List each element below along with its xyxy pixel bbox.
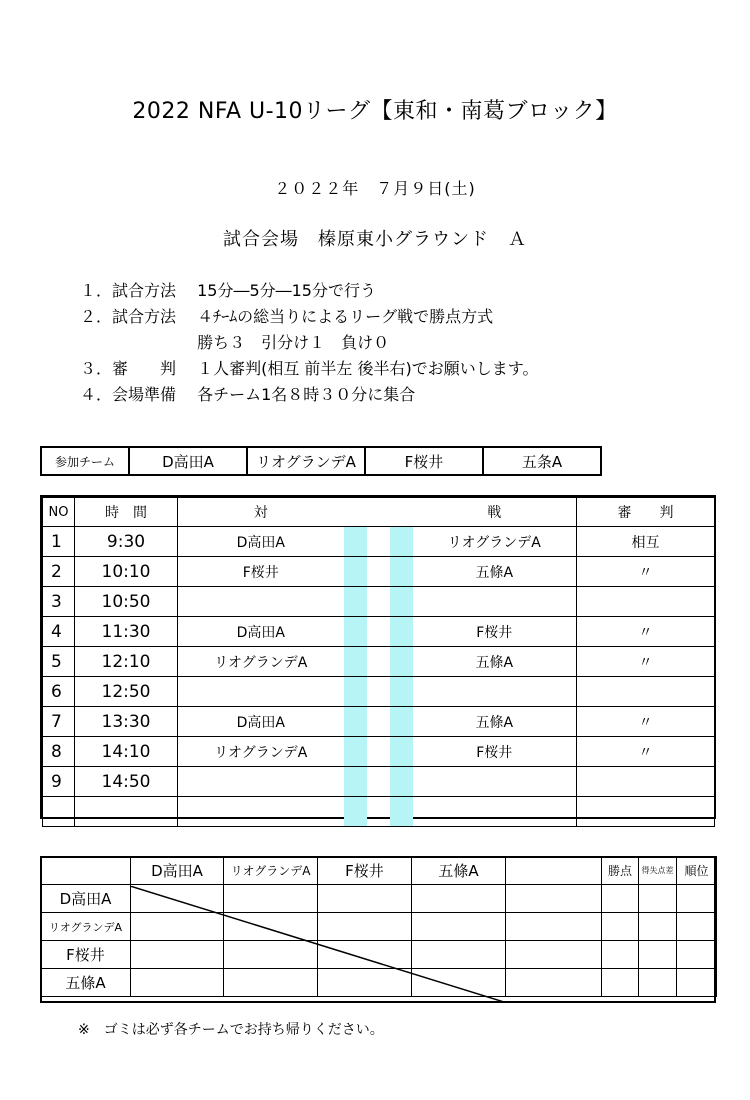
divider-gap [367, 617, 390, 647]
standings-row [41, 913, 717, 941]
schedule-header-row [43, 498, 715, 527]
match-no: 5 [43, 647, 75, 677]
divider-gap [367, 677, 390, 707]
header-vs-right: 戦 [413, 498, 577, 527]
away-team: F桜井 [413, 617, 577, 647]
header-no: NO [43, 498, 75, 527]
schedule-row [43, 617, 715, 647]
standings-cell [412, 885, 506, 913]
match-no: 6 [43, 677, 75, 707]
divider-band [390, 527, 413, 557]
match-time: 14:10 [75, 737, 178, 767]
header-ref: 審 判 [577, 498, 715, 527]
divider-gap [367, 557, 390, 587]
match-time: 9:30 [75, 527, 178, 557]
standings-cell [602, 885, 639, 913]
referee: 〃 [577, 707, 715, 737]
home-team [178, 677, 344, 707]
participants-table [40, 446, 602, 476]
home-team: F桜井 [178, 557, 344, 587]
standings-cell [318, 941, 412, 969]
standings-cell [677, 885, 717, 913]
schedule-row [43, 677, 715, 707]
away-team [413, 797, 577, 827]
schedule-row [43, 737, 715, 767]
referee [577, 767, 715, 797]
schedule-table [42, 497, 715, 827]
participant-team: F桜井 [365, 447, 483, 475]
standings-col-rank: 順位 [677, 857, 717, 885]
standings-cell [639, 969, 677, 997]
standings-col-goal-diff: 得失点差 [639, 857, 677, 885]
match-time: 10:10 [75, 557, 178, 587]
referee [577, 797, 715, 827]
header-time: 時 間 [75, 498, 178, 527]
match-no: 4 [43, 617, 75, 647]
home-team: D高田A [178, 707, 344, 737]
standings-cell [677, 941, 717, 969]
standings-cell [639, 885, 677, 913]
rule-line: １．試合方法 15分―5分―15分で行う [80, 281, 376, 300]
standings-cell [131, 941, 224, 969]
participant-team: D高田A [129, 447, 247, 475]
divider-band [390, 767, 413, 797]
standings-cell [677, 913, 717, 941]
standings-cell [224, 941, 318, 969]
standings-row [41, 969, 717, 997]
match-no [43, 797, 75, 827]
away-team: 五條A [413, 647, 577, 677]
rule-line: ４．会場準備 各チーム1名８時３０分に集合 [80, 385, 416, 404]
schedule-row [43, 707, 715, 737]
standings-cell [506, 885, 602, 913]
away-team [413, 587, 577, 617]
away-team [413, 767, 577, 797]
home-team [178, 587, 344, 617]
standings-cell [602, 941, 639, 969]
match-venue: 試合会場 榛原東小グラウンド Ａ [223, 229, 527, 250]
schedule-row [43, 587, 715, 617]
standings-col-team: F桜井 [318, 857, 412, 885]
standings-cell [131, 885, 224, 913]
match-time: 12:10 [75, 647, 178, 677]
participant-team: 五条A [483, 447, 601, 475]
divider-gap [367, 737, 390, 767]
match-time: 14:50 [75, 767, 178, 797]
standings-corner [41, 857, 131, 885]
page-title: 2022 NFA U-10リーグ【東和・南葛ブロック】 [132, 99, 618, 124]
standings-cell [224, 885, 318, 913]
standings-cell [412, 969, 506, 997]
divider-band [390, 647, 413, 677]
divider-gap [367, 797, 390, 827]
standings-row-team: D高田A [41, 885, 131, 913]
standings-table [40, 856, 717, 997]
match-no: 2 [43, 557, 75, 587]
referee: 〃 [577, 737, 715, 767]
away-team: 五條A [413, 707, 577, 737]
standings-cell [224, 969, 318, 997]
standings-cell [602, 913, 639, 941]
match-no: 9 [43, 767, 75, 797]
divider-band [390, 498, 413, 527]
header-vs-left: 対 [178, 498, 344, 527]
standings-cell [506, 913, 602, 941]
divider-band [390, 557, 413, 587]
divider-band [344, 527, 367, 557]
away-team [413, 677, 577, 707]
divider-band [344, 797, 367, 827]
standings-row-team: 五條A [41, 969, 131, 997]
standings-cell [677, 969, 717, 997]
home-team: D高田A [178, 617, 344, 647]
home-team [178, 767, 344, 797]
footer-note: ※ ゴミは必ず各チームでお持ち帰りください。 [78, 1022, 384, 1038]
participants-label: 参加チーム [41, 447, 129, 475]
rule-line: ３．審 判 １人審判(相互 前半左 後半右)でお願いします。 [80, 359, 539, 378]
standings-cell [318, 913, 412, 941]
match-no: 1 [43, 527, 75, 557]
standings-cell [639, 941, 677, 969]
standings-col-team: 五條A [412, 857, 506, 885]
schedule-row [43, 767, 715, 797]
schedule-table-frame [40, 495, 716, 819]
match-time: 10:50 [75, 587, 178, 617]
match-no: 3 [43, 587, 75, 617]
divider-band [344, 498, 367, 527]
divider-band [390, 677, 413, 707]
divider-gap [367, 527, 390, 557]
divider-band [390, 587, 413, 617]
divider-band [344, 557, 367, 587]
match-no: 8 [43, 737, 75, 767]
standings-row-team: リオグランデA [41, 913, 131, 941]
divider-band [344, 707, 367, 737]
standings-col-blank [506, 857, 602, 885]
referee [577, 677, 715, 707]
divider-band [344, 587, 367, 617]
divider-band [390, 797, 413, 827]
away-team: F桜井 [413, 737, 577, 767]
schedule-row [43, 557, 715, 587]
divider-band [344, 617, 367, 647]
divider-band [344, 737, 367, 767]
referee: 〃 [577, 557, 715, 587]
standings-row-team: F桜井 [41, 941, 131, 969]
standings-row [41, 885, 717, 913]
home-team: D高田A [178, 527, 344, 557]
standings-cell [412, 941, 506, 969]
away-team: リオグランデA [413, 527, 577, 557]
standings-cell [412, 913, 506, 941]
match-date: ２０２２年 ７月９日(土) [274, 179, 476, 198]
away-team: 五條A [413, 557, 577, 587]
schedule-row [43, 647, 715, 677]
standings-cell [602, 969, 639, 997]
divider-gap [367, 498, 390, 527]
standings-cell [131, 913, 224, 941]
standings-cell [318, 969, 412, 997]
referee: 相互 [577, 527, 715, 557]
standings-cell [506, 969, 602, 997]
match-time [75, 797, 178, 827]
match-no: 7 [43, 707, 75, 737]
referee: 〃 [577, 617, 715, 647]
standings-col-team: リオグランデA [224, 857, 318, 885]
referee: 〃 [577, 647, 715, 677]
divider-gap [367, 767, 390, 797]
rule-line: 勝ち３ 引分け１ 負け０ [80, 333, 390, 352]
divider-band [344, 677, 367, 707]
rules-list [80, 278, 538, 408]
schedule-row [43, 797, 715, 827]
divider-band [390, 737, 413, 767]
standings-cell [318, 885, 412, 913]
divider-gap [367, 647, 390, 677]
standings-cell [224, 913, 318, 941]
divider-band [344, 767, 367, 797]
schedule-row [43, 527, 715, 557]
divider-band [390, 617, 413, 647]
match-time: 13:30 [75, 707, 178, 737]
match-time: 12:50 [75, 677, 178, 707]
standings-col-team: D高田A [131, 857, 224, 885]
standings-row [41, 941, 717, 969]
standings-col-points: 勝点 [602, 857, 639, 885]
standings-cell [506, 941, 602, 969]
match-time: 11:30 [75, 617, 178, 647]
home-team: リオグランデA [178, 647, 344, 677]
divider-band [390, 707, 413, 737]
rule-line: ２．試合方法 ４ﾁｰﾑの総当りによるリーグ戦で勝点方式 [80, 307, 494, 326]
home-team [178, 797, 344, 827]
referee [577, 587, 715, 617]
standings-cell [131, 969, 224, 997]
participant-team: リオグランデA [247, 447, 365, 475]
divider-gap [367, 587, 390, 617]
divider-gap [367, 707, 390, 737]
divider-band [344, 647, 367, 677]
standings-cell [639, 913, 677, 941]
home-team: リオグランデA [178, 737, 344, 767]
